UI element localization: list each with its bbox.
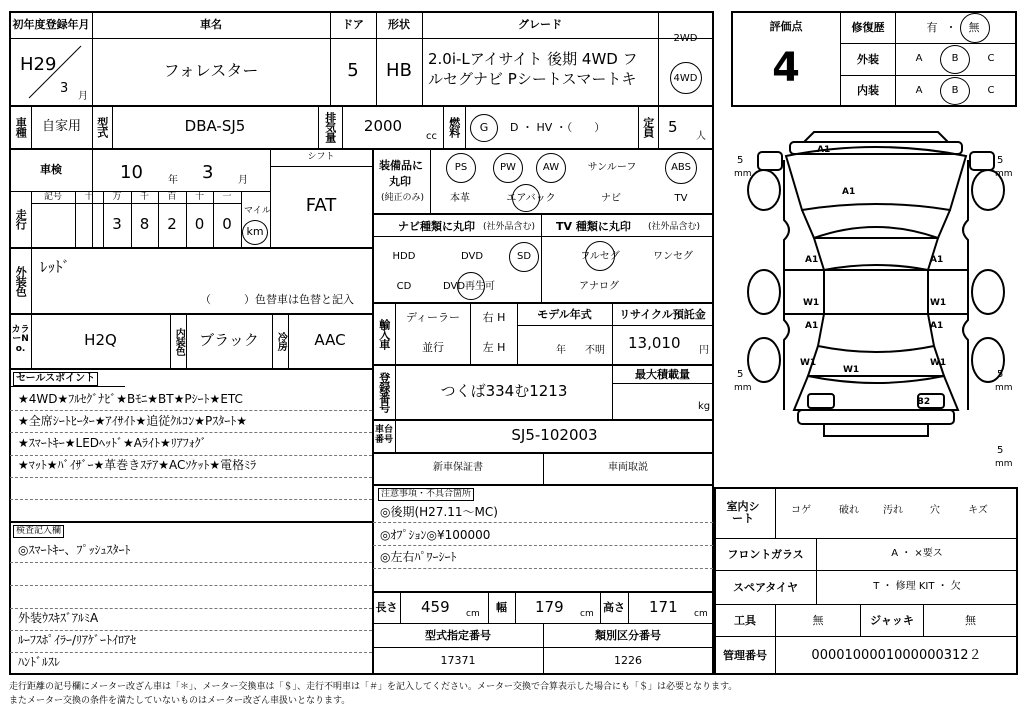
footer-note-1: 走行距離の記号欄にメーター改ざん車は「＊」、メーター交換車は「＄」、走行不明車は「＃」を記入してください。メーター交換で合算表示した場合にも「＄」は必要となります。 [9,682,738,692]
mileage-digit-3: 0 [194,215,205,234]
dmg-b2-bumper: B2 [917,397,931,407]
reg-month: 3 [60,81,69,96]
model-value: DBA-SJ5 [184,117,246,136]
equip-aw: AW [542,161,560,173]
navi-dvd-playable-circle [457,272,485,300]
fuel-label: 燃料 [447,117,461,137]
displacement-label: 排気量 [323,112,337,142]
equip-airbag-circle [512,184,540,212]
equip-aw-circle [536,153,566,183]
import-left-hand: 左 H [482,341,506,355]
fuel-g-circle [470,114,498,142]
notes-line-2: ◎ｵﾌﾟｼｮﾝ◎¥100000 [380,528,491,542]
equip-abs-circle [665,152,697,184]
windshield-label: フロントガラス [727,547,804,561]
dmg-a1-roof: A1 [817,145,831,155]
seat-hole: 穴 [930,504,940,516]
navi-sd: SD [516,250,532,262]
exterior-grade-label: 外装 [857,52,879,66]
recycle-unit: 円 [699,345,709,356]
mileage-digit-label-3: 百 [167,191,177,202]
windshield-options: A ・ ×要ス [891,548,943,560]
inspection-label: 車検 [40,163,62,177]
tv-oneseg: ワンセグ [653,250,693,262]
color-value: ﾚｯﾄﾞ [40,258,71,276]
model-year-unknown: 不明 [585,345,605,356]
equip-sunroof: サンルーフ [587,161,637,173]
model-year-unit: 年 [556,345,566,356]
navi-sub: (社外品含む) [483,222,536,232]
grade-line-1: 2.0i-Lアイサイト 後期 4WD フ [428,50,638,68]
length-label: 長さ [375,600,398,614]
width-unit: cm [580,609,594,619]
type-no-value: 17371 [440,654,476,668]
navi-hdd: HDD [392,250,416,262]
color-no-label: カラーNo. [11,324,30,354]
equip-label-3: (純正のみ) [381,193,425,203]
mileage-digit-label-1: 万 [112,191,122,202]
mileage-digit-label-5: 一 [222,191,232,202]
displacement-value: 2000 [363,117,403,136]
doors-label: ドア [342,18,364,32]
owner-manual: 車両取説 [608,462,648,474]
tv-label: TV 種類に丸印 [556,220,631,233]
spare-tire-options: T ・ 修理 KIT ・ 欠 [873,581,961,593]
interior-grade-c: C [987,84,995,96]
ac-value: AAC [314,331,346,350]
height-unit: cm [694,609,708,619]
tv-fullseg: フルセグ [580,250,620,262]
dmg-a1-left-front: A1 [805,255,819,265]
side-unit-br: mm [995,383,1013,393]
new-car-warranty: 新車保証書 [433,462,483,474]
exterior-grade-c: C [987,52,995,64]
navi-dvd-playable: DVD再生可 [442,280,496,292]
repair-dot: ・ [945,21,957,35]
inspection-month: 3 [202,162,214,183]
side-unit-bl: mm [734,383,752,393]
navi-dvd: DVD [460,250,484,262]
navi-sd-circle [509,242,539,272]
interior-color-label: 内装色 [173,327,185,355]
drive-2wd: 2WD [673,32,698,44]
mileage-km: km [246,225,264,239]
inspector-label: 検査記入欄 [13,525,64,538]
dmg-a1-hood: A1 [842,187,856,197]
max-load-unit: kg [698,401,711,412]
exterior-grade-a: A [915,52,923,64]
plate-value: つくば334む1213 [440,382,568,401]
sales-line-1: ★4WD★ﾌﾙｾｸﾞﾅﾋﾞ★Bﾓﾆ★BT★Pｼｰﾄ★ETC [18,392,243,406]
equip-label-1: 装備品に [379,159,423,172]
fuel-g: G [479,121,489,135]
notes-line-1: ◎後期(H27.11～MC) [380,505,498,519]
dmg-a1-right-front: A1 [930,255,944,265]
drive-4wd: 4WD [673,72,698,84]
grade-label: グレード [518,18,562,32]
equip-ps-circle [446,153,476,183]
color-label: 外装色 [14,265,28,296]
equip-navi: ナビ [601,192,621,204]
category-value: 自家用 [41,119,81,135]
equip-pw-circle [493,153,523,183]
class-no-value: 1226 [614,654,642,668]
spare-tire-label: スペアタイヤ [732,580,798,594]
mileage-digit-4: 0 [222,215,232,234]
chassis-value: SJ5-102003 [511,426,598,445]
exterior-grade-b-circle [940,45,970,74]
inspector-note-1: 外装ｳｽｷｽﾞｱﾙﾐA [18,611,99,625]
drive-4wd-circle [670,62,702,94]
grade-line-2: ルセグナビ Pシートスマートキ [428,70,637,88]
shape-value: HB [386,60,412,82]
plate-label: 登録番号 [377,372,391,412]
jack-label: ジャッキ [870,613,914,627]
equip-label-2: 丸印 [389,175,411,188]
navi-cd: CD [396,280,412,292]
type-no-label: 型式指定番号 [425,628,491,642]
dmg-w1-left: W1 [803,298,820,308]
notes-line-3: ◎左右ﾊﾟﾜｰｼｰﾄ [380,550,457,564]
mileage-km-circle [242,220,268,245]
shift-label: シフト [307,152,335,163]
equip-ps: PS [454,161,468,173]
dmg-a1-right-rear: A1 [930,321,944,331]
side-size-tr: 5 [997,155,1004,166]
capacity-value: 5 [668,118,678,136]
shift-value: FAT [305,194,337,216]
import-parallel: 並行 [422,341,444,355]
equip-airbag: エアバック [506,192,556,204]
inspection-year-unit: 年 [168,175,178,186]
shape-label: 形状 [388,18,410,32]
management-no-label: 管理番号 [723,648,767,662]
car-name: フォレスター [163,61,259,81]
tv-fullseg-circle [585,241,615,271]
dmg-w1-right: W1 [930,298,947,308]
side-size-tl: 5 [737,155,744,166]
reg-year-label: 初年度登録年月 [12,18,90,32]
repair-no-circle [960,13,990,43]
repair-yes: 有 [926,21,938,35]
equip-leather: 本革 [450,192,470,204]
length-unit: cm [466,609,480,619]
import-right-hand: 右 H [482,311,506,325]
side-unit-tr: mm [995,169,1013,179]
car-damage-diagram [728,120,1018,480]
sales-line-2: ★全席ｼｰﾄﾋｰﾀｰ★ｱｲｻｲﾄ★追従ｸﾙｺﾝ★Pｽﾀｰﾄ★ [18,414,248,428]
inspection-month-unit: 月 [238,175,248,186]
dmg-a1-left-rear: A1 [805,321,819,331]
jack-value: 無 [965,613,976,627]
class-no-label: 類別区分番号 [595,628,661,642]
tv-sub: (社外品含む) [648,222,701,232]
model-label: 型式 [95,117,109,137]
tools-label: 工具 [734,613,756,627]
interior-grade-b-circle [940,77,970,105]
capacity-label: 定員 [641,117,655,137]
width-label: 幅 [496,600,507,614]
interior-grade-b: B [951,84,959,96]
seat-tear: 破れ [839,504,859,516]
inspection-year: 10 [120,162,143,183]
side-size-bottom: 5 [997,445,1004,456]
mileage-digit-label-0: 十 [84,191,94,202]
reg-era-year: H29 [20,54,57,75]
capacity-unit: 人 [696,131,706,142]
mileage-digit-2: 2 [167,215,177,234]
interior-grade-a: A [915,84,923,96]
repair-history-label: 修復歴 [851,20,885,34]
mileage-label: 走行 [14,209,28,229]
inspector-note-3: ﾊﾝﾄﾞﾙｽﾚ [18,655,61,669]
equip-tv: TV [674,192,688,204]
seat-label: 室内シート [726,500,760,525]
color-no-value: H2Q [84,331,117,350]
mileage-digit-1: 8 [139,215,150,234]
equip-pw: PW [500,161,516,173]
chassis-label: 車台番号 [374,425,393,445]
height-label: 高さ [603,600,625,614]
width-value: 179 [535,598,564,616]
side-size-br: 5 [997,369,1004,380]
recycle-value: 13,010 [628,334,681,352]
interior-grade-label: 内装 [857,84,879,98]
mileage-digit-label-2: 千 [139,191,149,202]
category-label: 車種 [14,117,28,137]
doors-value: 5 [347,60,359,82]
dmg-w1-left-rear: W1 [800,358,817,368]
max-load-label: 最大積載量 [635,367,690,381]
mileage-digit-0: 3 [112,215,122,234]
reg-month-unit: 月 [78,91,88,102]
navi-label: ナビ種類に丸印 [398,220,475,233]
mileage-symbol-label: 記号 [43,191,62,202]
score-value: 4 [772,45,800,91]
seat-stain: 汚れ [883,504,903,516]
import-dealer: ディーラー [405,311,461,325]
ac-label: 冷房 [275,332,287,350]
dmg-w1-rear-center: W1 [843,365,860,375]
car-name-label: 車名 [200,18,222,32]
model-year-label: モデル年式 [537,307,592,321]
recycle-label: リサイクル預託金 [619,307,706,321]
length-value: 459 [421,598,450,616]
side-unit-tl: mm [734,169,752,179]
mileage-digit-label-4: 十 [194,191,204,202]
sales-points-label: セールスポイント [13,372,98,386]
side-size-bl: 5 [737,369,744,380]
fuel-options: D ・ HV ・（ ） [510,121,606,134]
management-no-value: 0000100001000000312２ [811,647,982,663]
dmg-w1-right-rear: W1 [930,358,947,368]
color-note: （ ）色替車は色替と記入 [200,293,354,306]
seat-scratch: キズ [968,504,988,516]
score-label: 評価点 [769,20,803,34]
exterior-grade-b: B [951,52,959,64]
slash-divider [25,40,85,104]
height-value: 171 [649,598,678,616]
mileage-mile-label: マイル [244,206,271,216]
displacement-unit: cc [426,131,437,142]
interior-color-value: ブラック [199,331,259,350]
sales-line-4: ★ﾏｯﾄ★ﾊﾞｲｻﾞｰ★革巻きｽﾃｱ★ACｿｹｯﾄ★電格ﾐﾗ [18,458,257,472]
tools-value: 無 [812,613,824,627]
repair-no: 無 [968,21,980,35]
sales-line-3: ★ｽﾏｰﾄｷｰ★LEDﾍｯﾄﾞ★Aﾗｲﾄ★ﾘｱﾌｫｸﾞ [18,436,207,450]
seat-burn: コゲ [791,504,811,516]
inspector-note-2: ﾙｰﾌｽﾎﾟｲﾗｰ/ﾘｱｹﾞｰﾄｲﾛｱｾ [18,633,137,647]
tv-analog: アナログ [579,280,619,292]
equip-abs: ABS [671,161,691,173]
side-unit-bottom: mm [995,459,1013,469]
inspector-line-1: ◎ｽﾏｰﾄｷｰ、ﾌﾟｯｼｭｽﾀｰﾄ [18,543,131,557]
notes-label: 注意事項・不具合箇所 [378,488,474,501]
footer-note-2: またメーター交換の条件を満たしていないものはメーター改ざん車扱いとなります。 [9,696,351,706]
import-label: 輸入車 [377,318,391,349]
